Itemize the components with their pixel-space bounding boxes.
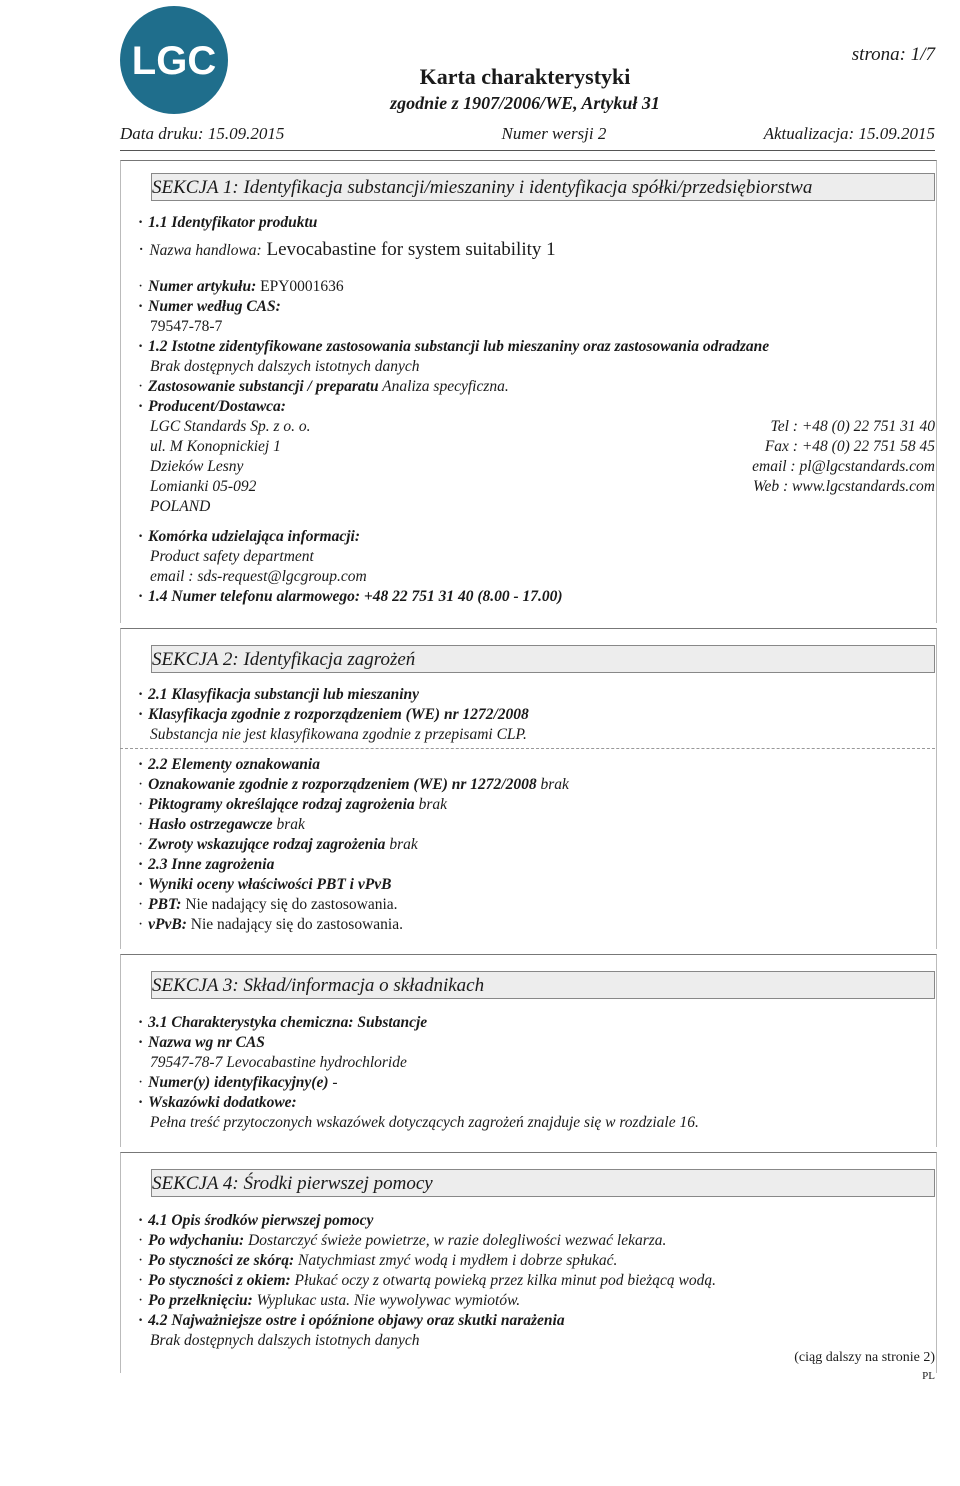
s1-info-email: email : sds-request@lgcgroup.com (150, 568, 367, 585)
s2-hazard-statements-row: · Zwroty wskazujące rodzaj zagrożenia brak (138, 836, 418, 854)
s2-pbt-row: · PBT: Nie nadający się do zastosowania. (138, 896, 398, 914)
s2-pictograms-row: · Piktogramy określające rodzaj zagrożenia brak (138, 796, 447, 814)
s2-pbt-heading: · Wyniki oceny właściwości PBT i vPvB (138, 876, 391, 894)
section-3-title: SEKCJA 3: Skład/informacja o składnikach (151, 971, 935, 999)
s2-dashed-divider (120, 748, 935, 749)
s1-cas-label: · Numer według CAS: (138, 298, 281, 316)
s3-chemical-characterization: · 3.1 Charakterystyka chemiczna: Substancje (138, 1014, 427, 1032)
s1-relevant-uses: · 1.2 Istotne zidentyfikowane zastosowania substancji lub mieszaniny oraz zastosowania odradzane (138, 338, 769, 356)
s1-contact-email: email : pl@lgcstandards.com (752, 458, 935, 475)
document-title: Karta charakterystyki (419, 64, 631, 89)
document-subtitle: zgodnie z 1907/2006/WE, Artykuł 31 (390, 93, 660, 113)
s4-inhalation-row: · Po wdychaniu: Dostarczyć świeże powietrze, w razie dolegliwości wezwać lekarza. (138, 1232, 666, 1250)
s1-product-identifier: · 1.1 Identyfikator produktu (138, 214, 317, 232)
s3-cas-name-label: · Nazwa wg nr CAS (138, 1034, 265, 1052)
update-date: Aktualizacja: 15.09.2015 (763, 124, 935, 143)
page-number: strona: 1/7 (851, 44, 935, 65)
s3-additional-value: Pełna treść przytoczonych wskazówek dotyczących zagrożeń znajduje się w rozdziale 16. (150, 1114, 699, 1131)
s2-signal-word-row: · Hasło ostrzegawcze brak (138, 816, 305, 834)
s4-no-data: Brak dostępnych dalszych istotnych danych (150, 1332, 420, 1349)
s1-producer-label: · Producent/Dostawca: (138, 398, 286, 416)
s1-article-number-row: · Numer artykułu: EPY0001636 (138, 278, 344, 296)
print-date: Data druku: 15.09.2015 (120, 124, 285, 143)
header-meta-row (120, 124, 935, 144)
s4-ingestion-row: · Po przełknięciu: Wyplukac usta. Nie wywolywac wymiotów. (138, 1292, 520, 1310)
s1-address-line-3: Dzieków Lesny (150, 458, 244, 475)
section-2-title: SEKCJA 2: Identyfikacja zagrożeń (151, 645, 935, 673)
s2-clp-label: · Klasyfikacja zgodnie z rozporządzeniem (WE) nr 1272/2008 (138, 706, 529, 724)
s2-labelling-row: · Oznakowanie zgodnie z rozporządzeniem (WE) nr 1272/2008 brak (138, 776, 569, 794)
s1-info-label: · Komórka udzielająca informacji: (138, 528, 360, 546)
section-4-title: SEKCJA 4: Środki pierwszej pomocy (151, 1169, 935, 1197)
s2-clp-value: Substancja nie jest klasyfikowana zgodnie z przepisami CLP. (150, 726, 527, 743)
s1-contact-fax: Fax : +48 (0) 22 751 58 45 (764, 438, 935, 455)
s2-classification: · 2.1 Klasyfikacja substancji lub mieszaniny (138, 686, 419, 704)
s1-emergency-phone: · 1.4 Numer telefonu alarmowego: +48 22 751 31 40 (8.00 - 17.00) (138, 588, 563, 606)
continued-note: (ciąg dalszy na stronie 2) (794, 1350, 935, 1365)
language-code: PL (922, 1370, 935, 1382)
s2-label-elements: · 2.2 Elementy oznakowania (138, 756, 320, 774)
s1-use-row: · Zastosowanie substancji / preparatu Analiza specyficzna. (138, 378, 509, 396)
section-1-title: SEKCJA 1: Identyfikacja substancji/mieszaniny i identyfikacja spółki/przedsiębiorstwa (151, 173, 935, 201)
s1-trade-name-row: · Nazwa handlowa: Levocabastine for system suitability 1 (138, 239, 556, 261)
s3-additional-label: · Wskazówki dodatkowe: (138, 1094, 297, 1112)
s1-no-data: Brak dostępnych dalszych istotnych danych (150, 358, 420, 375)
s1-address-line-4: Lomianki 05-092 (150, 478, 257, 495)
s1-info-dept: Product safety department (150, 548, 314, 565)
s1-address-line-1: LGC Standards Sp. z o. o. (150, 418, 311, 435)
s1-contact-web: Web : www.lgcstandards.com (753, 478, 935, 495)
version-number: Numer wersji 2 (501, 124, 607, 143)
s2-vpvb-row: · vPvB: Nie nadający się do zastosowania. (138, 916, 403, 934)
s1-contact-tel: Tel : +48 (0) 22 751 31 40 (770, 418, 935, 435)
s3-identification-row: · Numer(y) identyfikacyjny(e) - (138, 1074, 338, 1092)
s1-address-line-5: POLAND (150, 498, 211, 515)
s3-cas-name-value: 79547-78-7 Levocabastine hydrochloride (150, 1054, 407, 1071)
s1-address-line-2: ul. M Konopnickiej 1 (150, 438, 281, 455)
logo-text: LGC (131, 39, 217, 83)
s4-symptoms: · 4.2 Najważniejsze ostre i opóźnione objawy oraz skutki narażenia (138, 1312, 565, 1330)
s1-cas-value: 79547-78-7 (150, 318, 223, 335)
s4-eye-row: · Po styczności z okiem: Płukać oczy z otwartą powieką przez kilka minut pod bieżącą wodą. (138, 1272, 716, 1290)
s4-skin-row: · Po styczności ze skórą: Natychmiast zmyć wodą i mydłem i dobrze spłukać. (138, 1252, 617, 1270)
header-divider (120, 150, 935, 151)
s2-other-hazards: · 2.3 Inne zagrożenia (138, 856, 274, 874)
s4-first-aid-description: · 4.1 Opis środków pierwszej pomocy (138, 1212, 373, 1230)
